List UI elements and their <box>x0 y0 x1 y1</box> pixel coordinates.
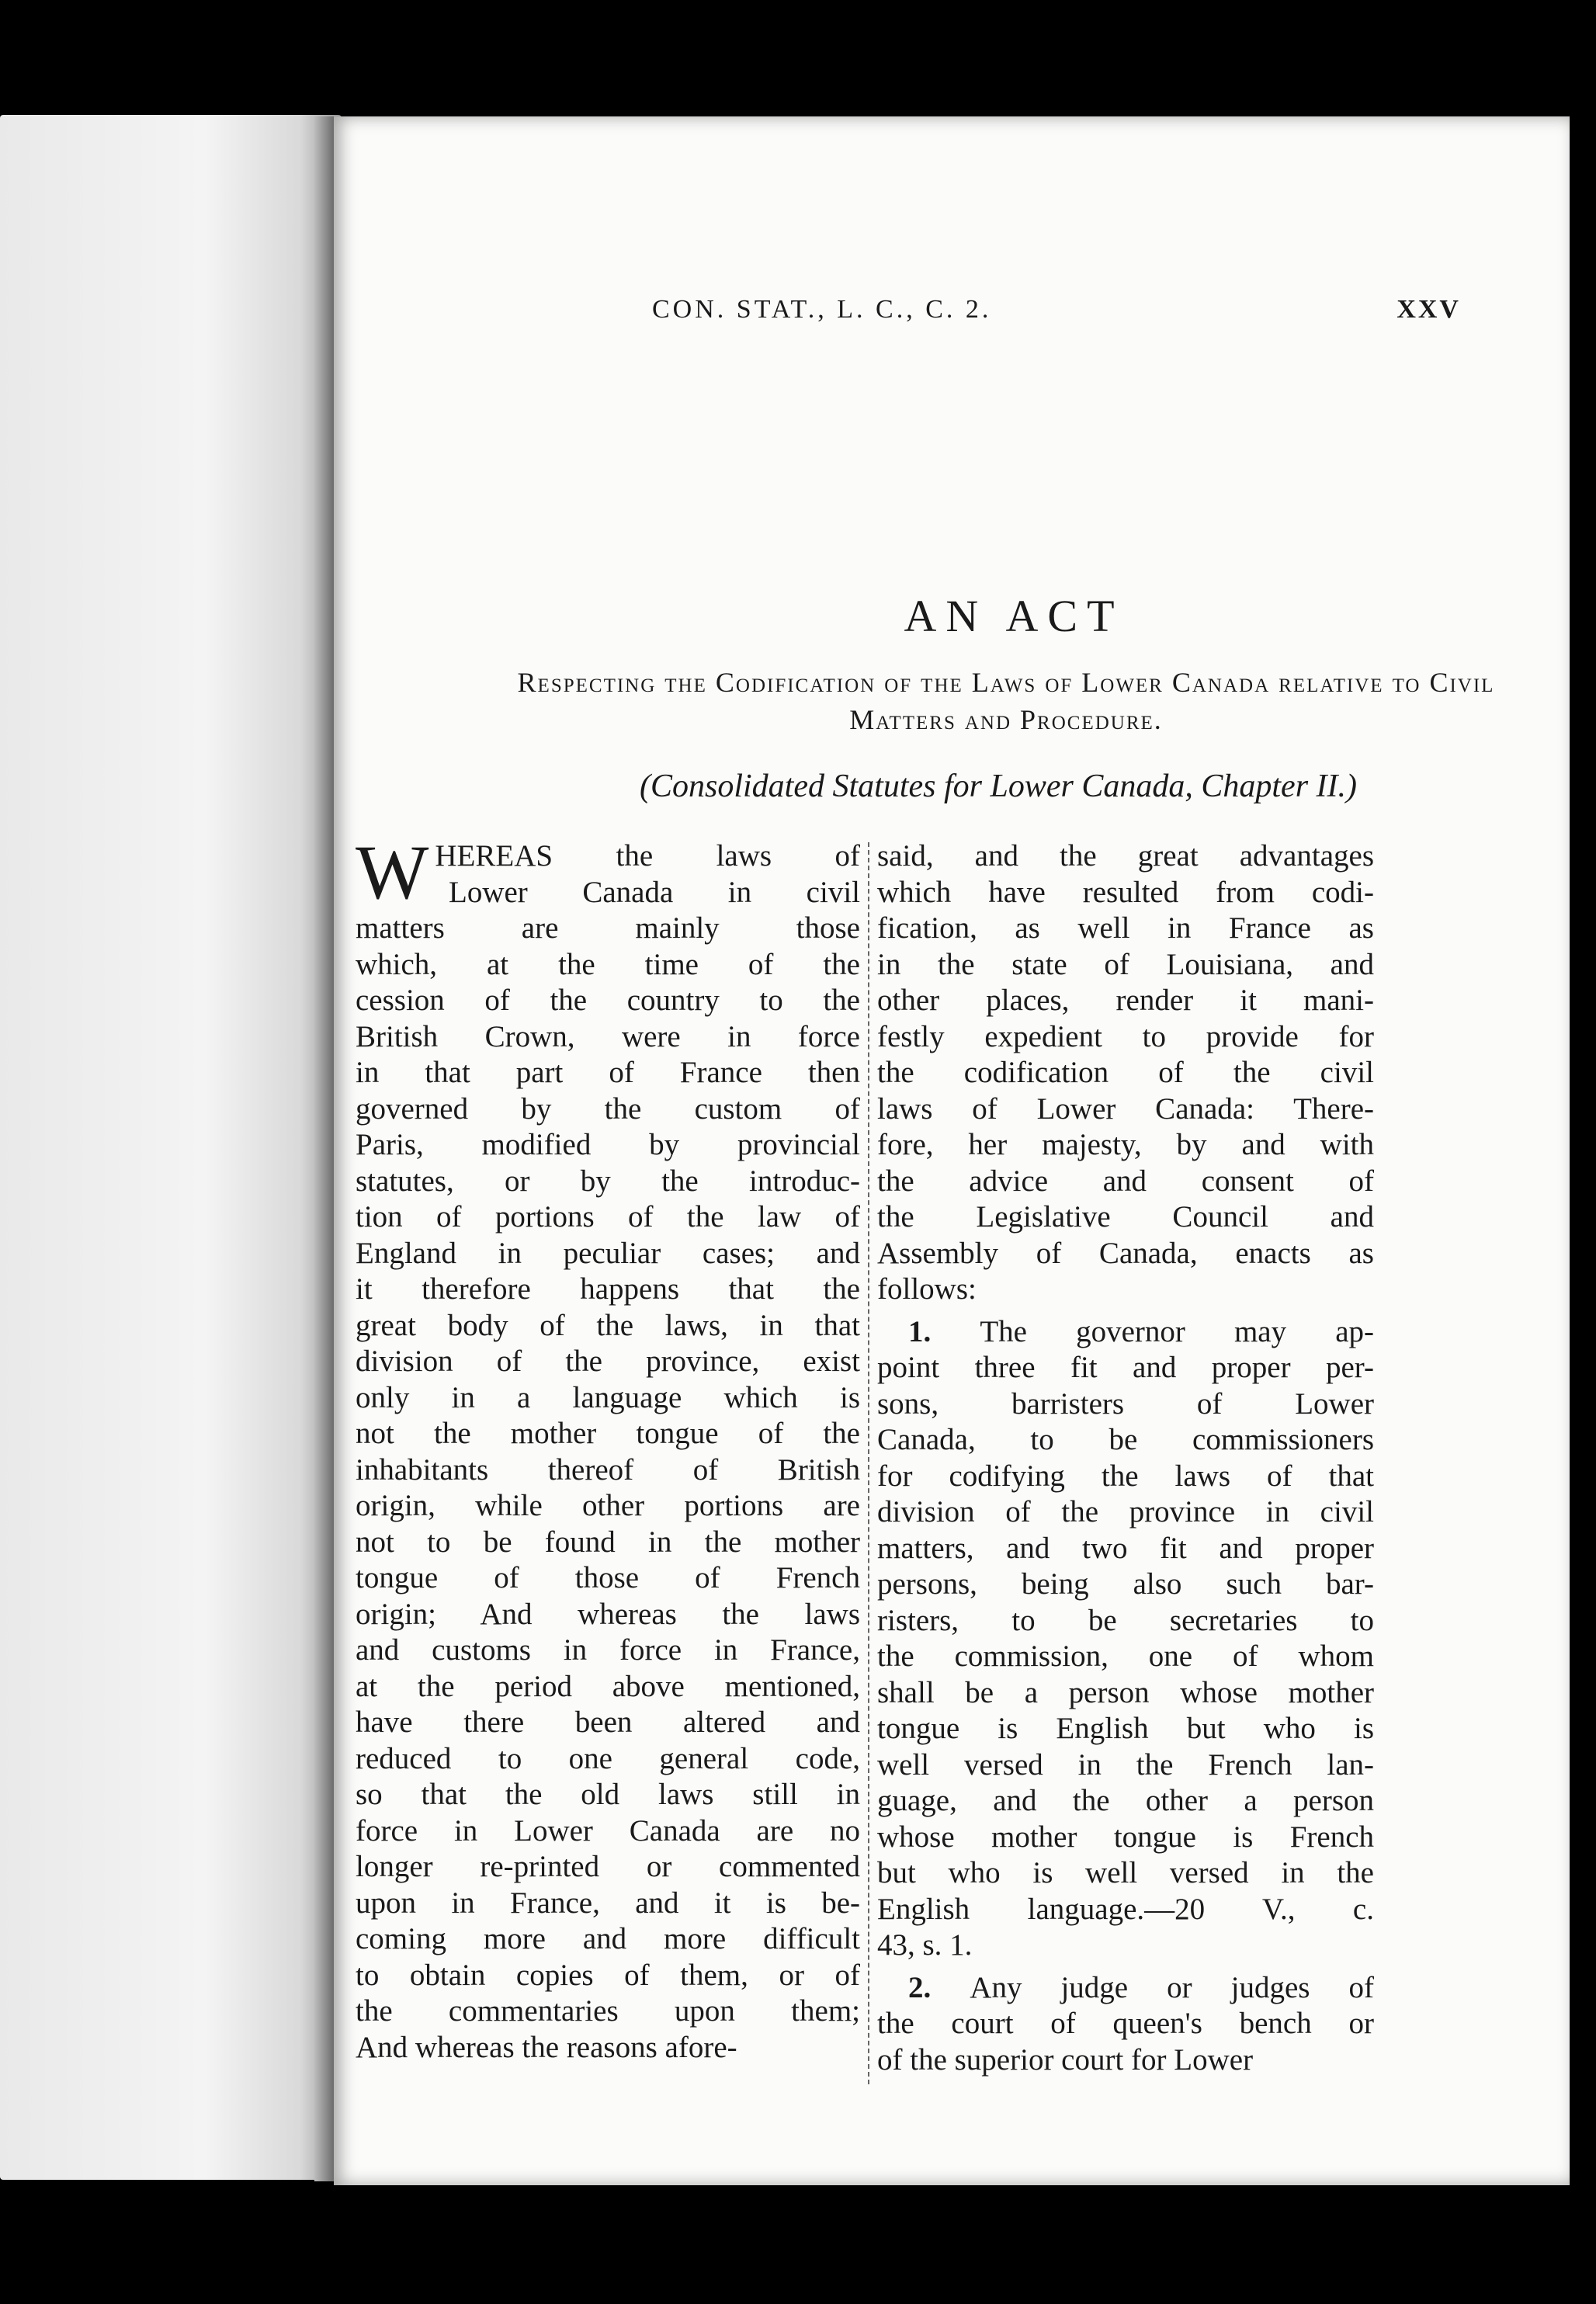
text-line: Canada, to be commissioners <box>877 1423 1374 1456</box>
text-line: Assembly of Canada, enacts as <box>877 1236 1374 1270</box>
document-page <box>334 116 1570 2185</box>
text-line: Lower Canada in civil <box>449 875 860 909</box>
text-line: point three fit and proper per- <box>877 1351 1374 1384</box>
section-2 <box>877 1970 1374 2079</box>
text-line: in that part of France then <box>356 1056 860 1089</box>
text-line: which have resulted from codi- <box>877 875 1374 909</box>
section-text: Any judge or judges of <box>970 1970 1375 2004</box>
text-line: the advice and consent of <box>877 1164 1374 1198</box>
text-line: the codification of the civil <box>877 1056 1374 1089</box>
text-line: statutes, or by the introduc- <box>356 1164 860 1198</box>
text-line: guage, and the other a person <box>877 1784 1374 1817</box>
text-line: inhabitants thereof of British <box>356 1452 860 1487</box>
text-line: HEREAS the laws of <box>435 839 860 873</box>
text-line: matters, and two fit and proper <box>877 1531 1374 1565</box>
text-line: tongue of those of French <box>356 1561 860 1594</box>
text-line: great body of the laws, in that <box>356 1308 860 1342</box>
running-title: CON. STAT., L. C., C. 2. <box>652 295 992 324</box>
text-line: at the period above mentioned, <box>356 1669 860 1703</box>
text-line: persons, being also such bar- <box>877 1567 1374 1601</box>
text-line: not the mother tongue of the <box>356 1417 860 1450</box>
text-line <box>877 1970 1374 2007</box>
running-head <box>334 295 1570 334</box>
section-number: 2. <box>908 1970 970 2004</box>
text-line: coming more and more difficult <box>356 1922 860 1955</box>
text-line: other places, render it mani- <box>877 984 1374 1017</box>
text-line: Paris, modified by provincial <box>356 1128 860 1161</box>
text-line: the commentaries upon them; <box>356 1994 860 2028</box>
title-block <box>334 590 1570 805</box>
text-line: risters, to be secretaries to <box>877 1603 1374 1637</box>
act-title: AN ACT <box>904 591 1124 641</box>
text-line: matters are mainly those <box>356 911 860 945</box>
text-line: shall be a person whose mother <box>877 1675 1374 1709</box>
text-line: it therefore happens that the <box>356 1272 860 1306</box>
text-line: fore, her majesty, by and with <box>877 1128 1374 1161</box>
text-line: 43, s. 1. <box>877 1928 973 1962</box>
left-page-edge <box>0 115 342 2180</box>
text-line: which, at the time of the <box>356 947 860 981</box>
text-line: And whereas the reasons afore- <box>356 2030 737 2064</box>
text-line: not to be found in the mother <box>356 1525 860 1559</box>
act-citation: (Consolidated Statutes for Lower Canada, Chapter II.) <box>640 769 1357 804</box>
text-line: well versed in the French lan- <box>877 1747 1374 1782</box>
text-line: so that the old laws still in <box>356 1778 860 1811</box>
text-line: festly expedient to provide for <box>877 1019 1374 1053</box>
section-1 <box>877 1314 1374 1964</box>
text-line: said, and the great advantages <box>877 839 1374 873</box>
text-line: follows: <box>877 1272 977 1306</box>
text-line: the commission, one of whom <box>877 1640 1374 1673</box>
text-line: the Legislative Council and <box>877 1200 1374 1234</box>
text-line: division of the province, exist <box>356 1345 860 1378</box>
column-left <box>356 829 860 2066</box>
text-line: only in a language which is <box>356 1380 860 1414</box>
text-line: reduced to one general code, <box>356 1741 860 1775</box>
text-line: upon in France, and it is be- <box>356 1886 860 1920</box>
text-line: governed by the custom of <box>356 1091 860 1126</box>
text-line: force in Lower Canada are no <box>356 1813 860 1848</box>
text-line: sons, barristers of Lower <box>877 1386 1374 1421</box>
text-line: fication, as well in France as <box>877 911 1374 945</box>
text-line: but who is well versed in the <box>877 1856 1374 1889</box>
section-number: 1. <box>908 1314 980 1348</box>
text-line: for codifying the laws of that <box>877 1459 1374 1493</box>
text-line: and customs in force in France, <box>356 1633 860 1667</box>
text-line: tion of portions of the law of <box>356 1200 860 1234</box>
text-line: British Crown, were in force <box>356 1019 860 1053</box>
text-line: origin, while other portions are <box>356 1489 860 1522</box>
text-line: division of the province in civil <box>877 1495 1374 1528</box>
text-line: origin; And whereas the laws <box>356 1597 860 1631</box>
column-right <box>877 838 1374 2078</box>
text-line: whose mother tongue is French <box>877 1820 1374 1854</box>
text-line: English language.—20 V., c. <box>877 1892 1374 1926</box>
text-line: tongue is English but who is <box>877 1712 1374 1745</box>
text-line: the court of queen's bench or <box>877 2007 1374 2040</box>
text-line: longer re-printed or commented <box>356 1850 860 1883</box>
text-line: laws of Lower Canada: There- <box>877 1091 1374 1126</box>
text-line: of the superior court for Lower <box>877 2042 1254 2077</box>
drop-cap: W <box>356 829 429 915</box>
text-line: in the state of Louisiana, and <box>877 947 1374 981</box>
text-line: England in peculiar cases; and <box>356 1236 860 1270</box>
text-line <box>877 1314 1374 1351</box>
act-subtitle: Respecting the Codification of the Laws of Lower Canada relative to Civil Matters and Procedure. <box>517 667 1495 735</box>
text-line: cession of the country to the <box>356 984 860 1017</box>
section-text: The governor may ap- <box>980 1314 1374 1348</box>
column-divider <box>868 842 871 2084</box>
text-line: have there been altered and <box>356 1705 860 1739</box>
page-number: XXV <box>1396 295 1461 324</box>
text-line: to obtain copies of them, or of <box>356 1958 860 1992</box>
